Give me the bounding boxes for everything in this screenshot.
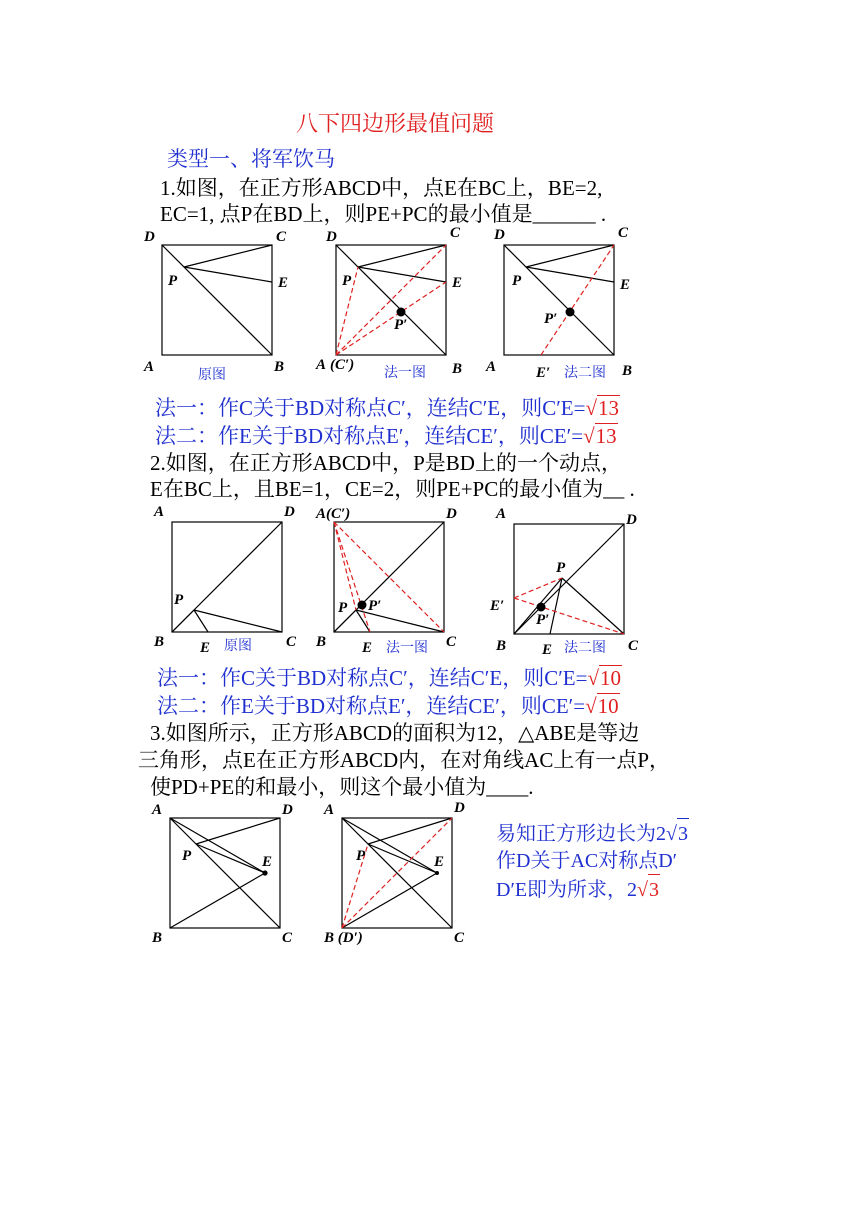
p2-f2-C: C xyxy=(446,634,457,650)
p1-f3-A: A xyxy=(486,359,497,375)
p2-f1-D: D xyxy=(284,504,295,520)
p2-caption-3: 法二图 xyxy=(564,640,606,656)
p2-f1-P: P xyxy=(174,592,184,608)
p2-method1: 法一：作C关于BD对称点C′，连结C′E，则C′E=√10 xyxy=(157,666,622,690)
p2-fig-original xyxy=(172,522,282,632)
p3-line1: 3.如图所示，正方形ABCD的面积为12，△ABE是等边 xyxy=(150,721,640,745)
p3-f2-BDp: B (D′) xyxy=(324,930,363,946)
p3-f2-E: E xyxy=(434,854,445,870)
p1-f2-Pp: P′ xyxy=(394,317,408,333)
p3-fig-original xyxy=(170,818,280,928)
p1-f1-A: A xyxy=(144,359,155,375)
p2-f2-E: E xyxy=(362,640,373,656)
section-heading: 类型一、将军饮马 xyxy=(167,147,335,171)
p2-f3-P: P xyxy=(556,560,566,576)
p1-f1-E: E xyxy=(278,275,289,291)
p3-f1-P: P xyxy=(182,848,192,864)
p2-f1-A: A xyxy=(154,504,165,520)
p3-f1-C: C xyxy=(282,930,293,946)
p1-f2-Cp: (C′) xyxy=(330,357,355,373)
p1-m2-value: 13 xyxy=(595,424,617,448)
p2-f2-D: D xyxy=(446,506,457,522)
p1-f1-D: D xyxy=(144,229,155,245)
p3-f1-A: A xyxy=(152,802,163,818)
p1-method1: 法一：作C关于BD对称点C′，连结C′E，则C′E=√13 xyxy=(155,396,620,420)
p2-caption-2: 法一图 xyxy=(386,640,428,656)
p2-f2-P: P xyxy=(338,600,348,616)
p1-f1-B: B xyxy=(274,359,285,375)
p1-f1-P: P xyxy=(168,273,178,289)
p1-line2: EC=1, 点P在BD上，则PE+PC的最小值是______ . xyxy=(160,202,607,226)
p1-f3-Pp: P′ xyxy=(544,311,558,327)
p1-caption-3: 法二图 xyxy=(564,365,606,381)
p2-f1-B: B xyxy=(154,634,165,650)
p3-f1-D: D xyxy=(282,802,293,818)
p1-f3-D: D xyxy=(494,227,505,243)
p3-line2: 三角形，点E在正方形ABCD内，在对角线AC上有一点P， xyxy=(138,748,671,772)
p1-f2-P: P xyxy=(342,273,352,289)
p1-fig-original xyxy=(162,245,272,355)
p1-f2-A: A xyxy=(316,357,327,373)
p3-note-3: D′E即为所求，2√3 xyxy=(496,874,660,906)
p2-f1-E: E xyxy=(200,640,211,656)
p2-f3-C: C xyxy=(628,638,639,654)
p2-fig-method2 xyxy=(514,524,624,634)
p2-line1: 2.如图，在正方形ABCD中，P是BD上的一个动点， xyxy=(150,451,622,475)
p1-f3-B: B xyxy=(622,363,633,379)
p1-fig-method2 xyxy=(504,245,614,355)
p1-fig-method1 xyxy=(336,245,446,355)
p2-f3-E: E xyxy=(542,642,553,658)
p3-f2-C: C xyxy=(454,930,465,946)
p1-figures xyxy=(140,225,700,385)
p3-f1-B: B xyxy=(152,930,163,946)
p1-f2-E: E xyxy=(452,275,463,291)
p1-caption-2: 法一图 xyxy=(384,365,426,381)
p1-f3-Ep: E′ xyxy=(536,365,551,381)
page-title: 八下四边形最值问题 xyxy=(296,111,495,136)
p2-f3-A: A xyxy=(496,506,507,522)
p2-line2: E在BC上，且BE=1，CE=2，则PE+PC的最小值为__ . xyxy=(150,477,635,501)
p2-f2-B: B xyxy=(316,634,327,650)
p1-f3-E: E xyxy=(620,277,631,293)
p2-f3-Ep: E′ xyxy=(490,598,505,614)
p2-f1-C: C xyxy=(286,634,297,650)
p2-m2-value: 10 xyxy=(597,694,619,718)
p1-f2-B: B xyxy=(452,361,463,377)
p1-f1-C: C xyxy=(276,229,287,245)
p3-note-1: 易知正方形边长为2√3 xyxy=(496,818,689,850)
p2-fig-method1 xyxy=(334,522,444,632)
p3-fig-method xyxy=(342,818,452,928)
p3-f1-E: E xyxy=(262,854,273,870)
p3-f2-D: D xyxy=(454,800,465,816)
p2-m1-value: 10 xyxy=(600,666,622,690)
p1-method2: 法二：作E关于BD对称点E′，连结CE′，则CE′=√13 xyxy=(155,424,617,448)
p2-figures xyxy=(148,500,708,660)
p3-note-2: 作D关于AC对称点D′ xyxy=(496,850,678,872)
p2-f3-Pp: P′ xyxy=(536,612,550,628)
p3-f2-A: A xyxy=(324,802,335,818)
p3-line3: 使PD+PE的和最小，则这个最小值为____. xyxy=(150,775,534,799)
p1-f2-D: D xyxy=(326,229,337,245)
p2-f2-Pp: P′ xyxy=(368,598,382,614)
p2-f2-ACp: A(C′) xyxy=(316,506,351,522)
p1-f2-C: C xyxy=(450,225,461,241)
p1-m1-value: 13 xyxy=(598,396,620,420)
p1-line1: 1.如图，在正方形ABCD中，点E在BC上，BE=2, xyxy=(160,176,603,200)
p3-figures xyxy=(148,796,488,956)
p2-f3-B: B xyxy=(496,638,507,654)
p1-f3-P: P xyxy=(512,273,522,289)
p2-method2: 法二：作E关于BD对称点E′，连结CE′，则CE′=√10 xyxy=(157,694,619,718)
p1-f3-C: C xyxy=(618,225,629,241)
p2-f3-D: D xyxy=(626,512,637,528)
p3-f2-P: P xyxy=(356,848,366,864)
p1-caption-1: 原图 xyxy=(198,367,226,383)
p2-caption-1: 原图 xyxy=(224,638,252,654)
